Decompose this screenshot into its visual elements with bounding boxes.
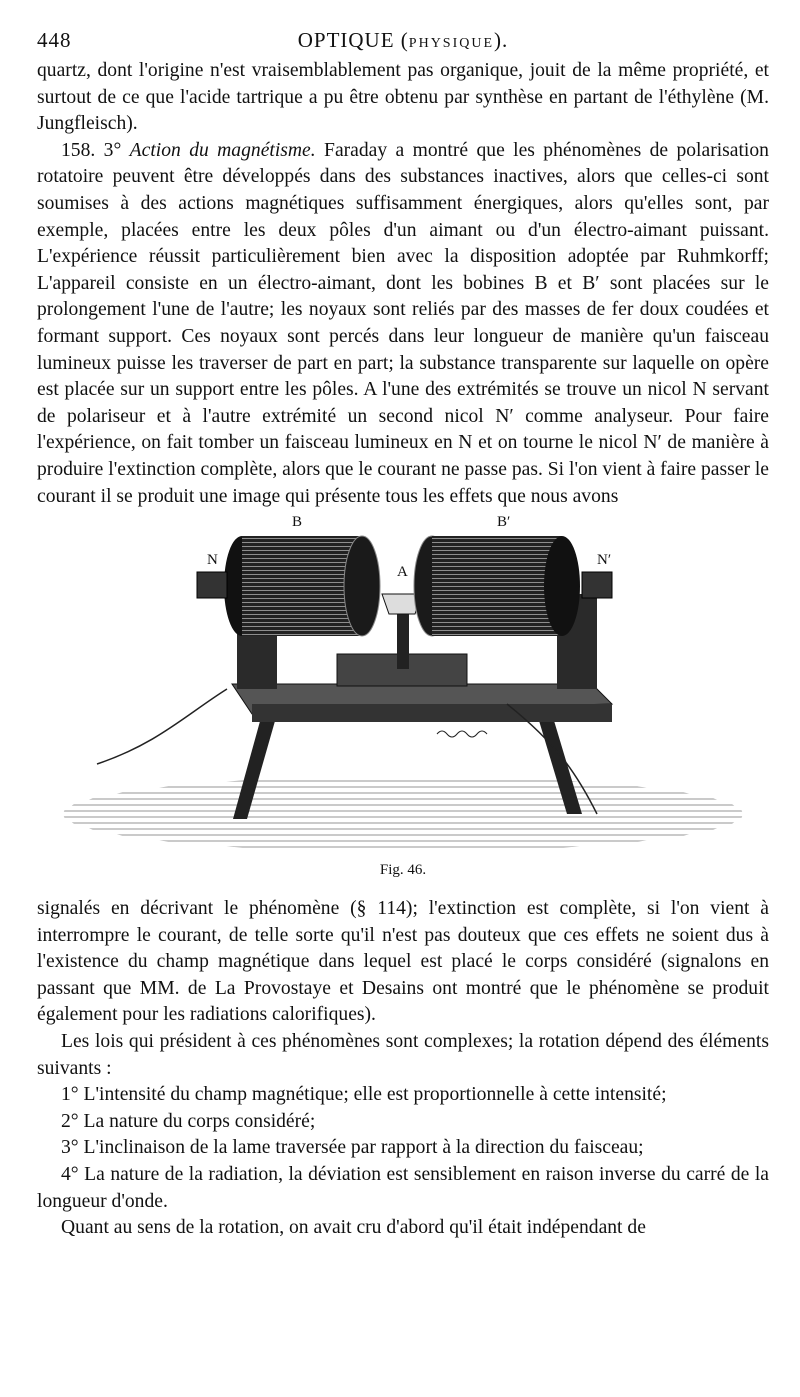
label-a: A — [397, 564, 408, 581]
sample-stand — [397, 614, 409, 669]
label-n: N — [207, 552, 218, 569]
label-b: B — [292, 514, 303, 531]
running-head — [37, 28, 769, 58]
section-number: 158. 3° — [61, 139, 122, 161]
book-page — [37, 28, 769, 1242]
label-b-prime: B′ — [497, 514, 511, 531]
base-front — [252, 704, 612, 722]
figure-46 — [37, 514, 769, 896]
figure-caption: Fig. 46. — [379, 862, 427, 879]
label-n-prime: N′ — [597, 552, 612, 569]
section-heading: Action du magnétisme. — [129, 139, 316, 161]
right-coil-b-prime — [432, 536, 562, 636]
nicol-n — [197, 572, 227, 598]
paragraph-lois: Les lois qui président à ces phénomènes sont complexes; la rotation dépend des éléments suivants : — [37, 1031, 769, 1079]
wire-left — [97, 689, 227, 764]
paragraph-magnetism — [37, 138, 769, 510]
right-coil-end — [544, 536, 580, 636]
coiled-wire — [437, 731, 487, 737]
body-text-bottom — [37, 896, 769, 1242]
running-title-main: OPTIQUE — [297, 28, 395, 52]
paragraph-signales: signalés en décrivant le phénomène (§ 114); l'extinction est complète, si l'on vient à interrompre le courant, de telle sorte qu'il n'est pas douteux que ces effets ne soient dus à l'existence du champ magnétique dans lequel est placé le corps considéré (signalons en passant que MM. de La Provostaye et Desains ont montré que le phénomène se produit également pour les radiations calorifiques). — [37, 898, 769, 1026]
page-number: 448 — [37, 28, 72, 52]
section-body: Faraday a montré que les phénomènes de polarisation rotatoire peuvent être développés dans des substances inactives, alors que celles-ci sont soumises à des actions magnétiques suffisamment énergiques, alors qu'elles sont, par exemple, placées entre les deux pôles d'un aimant ou d'un électro-aimant puissant. L'expérience réussit particulièrement bien avec la disposition adoptée par Ruhmkorff; L'appareil consiste en un électro-aimant, dont les bobines B et B′ sont placées sur le prolongement l'une de l'autre; les noyaux sont reliés par des masses de fer doux coudées et formant support. Ces noyaux sont percés dans leur longueur de manière qu'un faisceau lumineux puisse les traverser de part en part; la substance transparente sur laquelle on opère est placée sur un support entre les pôles. A l'une des extrémités se trouve un nicol N servant de polariseur et à l'autre extrémité un second nicol N′ comme analyseur. Pour faire l'expérience, on fait tomber un faisceau lumineux en N et on tourne le nicol N′ de manière à produire l'extinction complète, alors que le courant ne passe pas. Si l'on vient à faire passer le courant il se produit une image qui présente tous les effets que nous avons — [37, 139, 769, 507]
left-coil-face — [344, 536, 380, 636]
list-item-1: 1° L'intensité du champ magnétique; elle est proportionnelle à cette intensité; — [61, 1084, 667, 1106]
floor-shading — [63, 776, 743, 852]
body-text-top — [37, 58, 769, 510]
list-item-2: 2° La nature du corps considéré; — [61, 1110, 316, 1132]
running-title-sub: PHYSIQUE — [408, 36, 495, 51]
list-item-4: 4° La nature de la radiation, la déviation est sensiblement en raison inverse du carré de la longueur d'onde. — [37, 1164, 769, 1212]
running-title: OPTIQUE (PHYSIQUE). — [297, 28, 509, 52]
nicol-n-prime — [582, 572, 612, 598]
list-item-3: 3° L'inclinaison de la lame traversée par rapport à la direction du faisceau; — [61, 1137, 644, 1159]
paragraph-continuation: quartz, dont l'origine n'est vraisemblablement pas organique, jouit de la même propriété, et surtout de ce que l'acide tartrique a pu être obtenu par synthèse en partant de l'éthylène (M. Jungfleisch). — [37, 60, 769, 135]
electromagnet-illustration — [37, 514, 769, 859]
paragraph-sens-rotation: Quant au sens de la rotation, on avait cru d'abord qu'il était indépendant de — [61, 1217, 646, 1239]
